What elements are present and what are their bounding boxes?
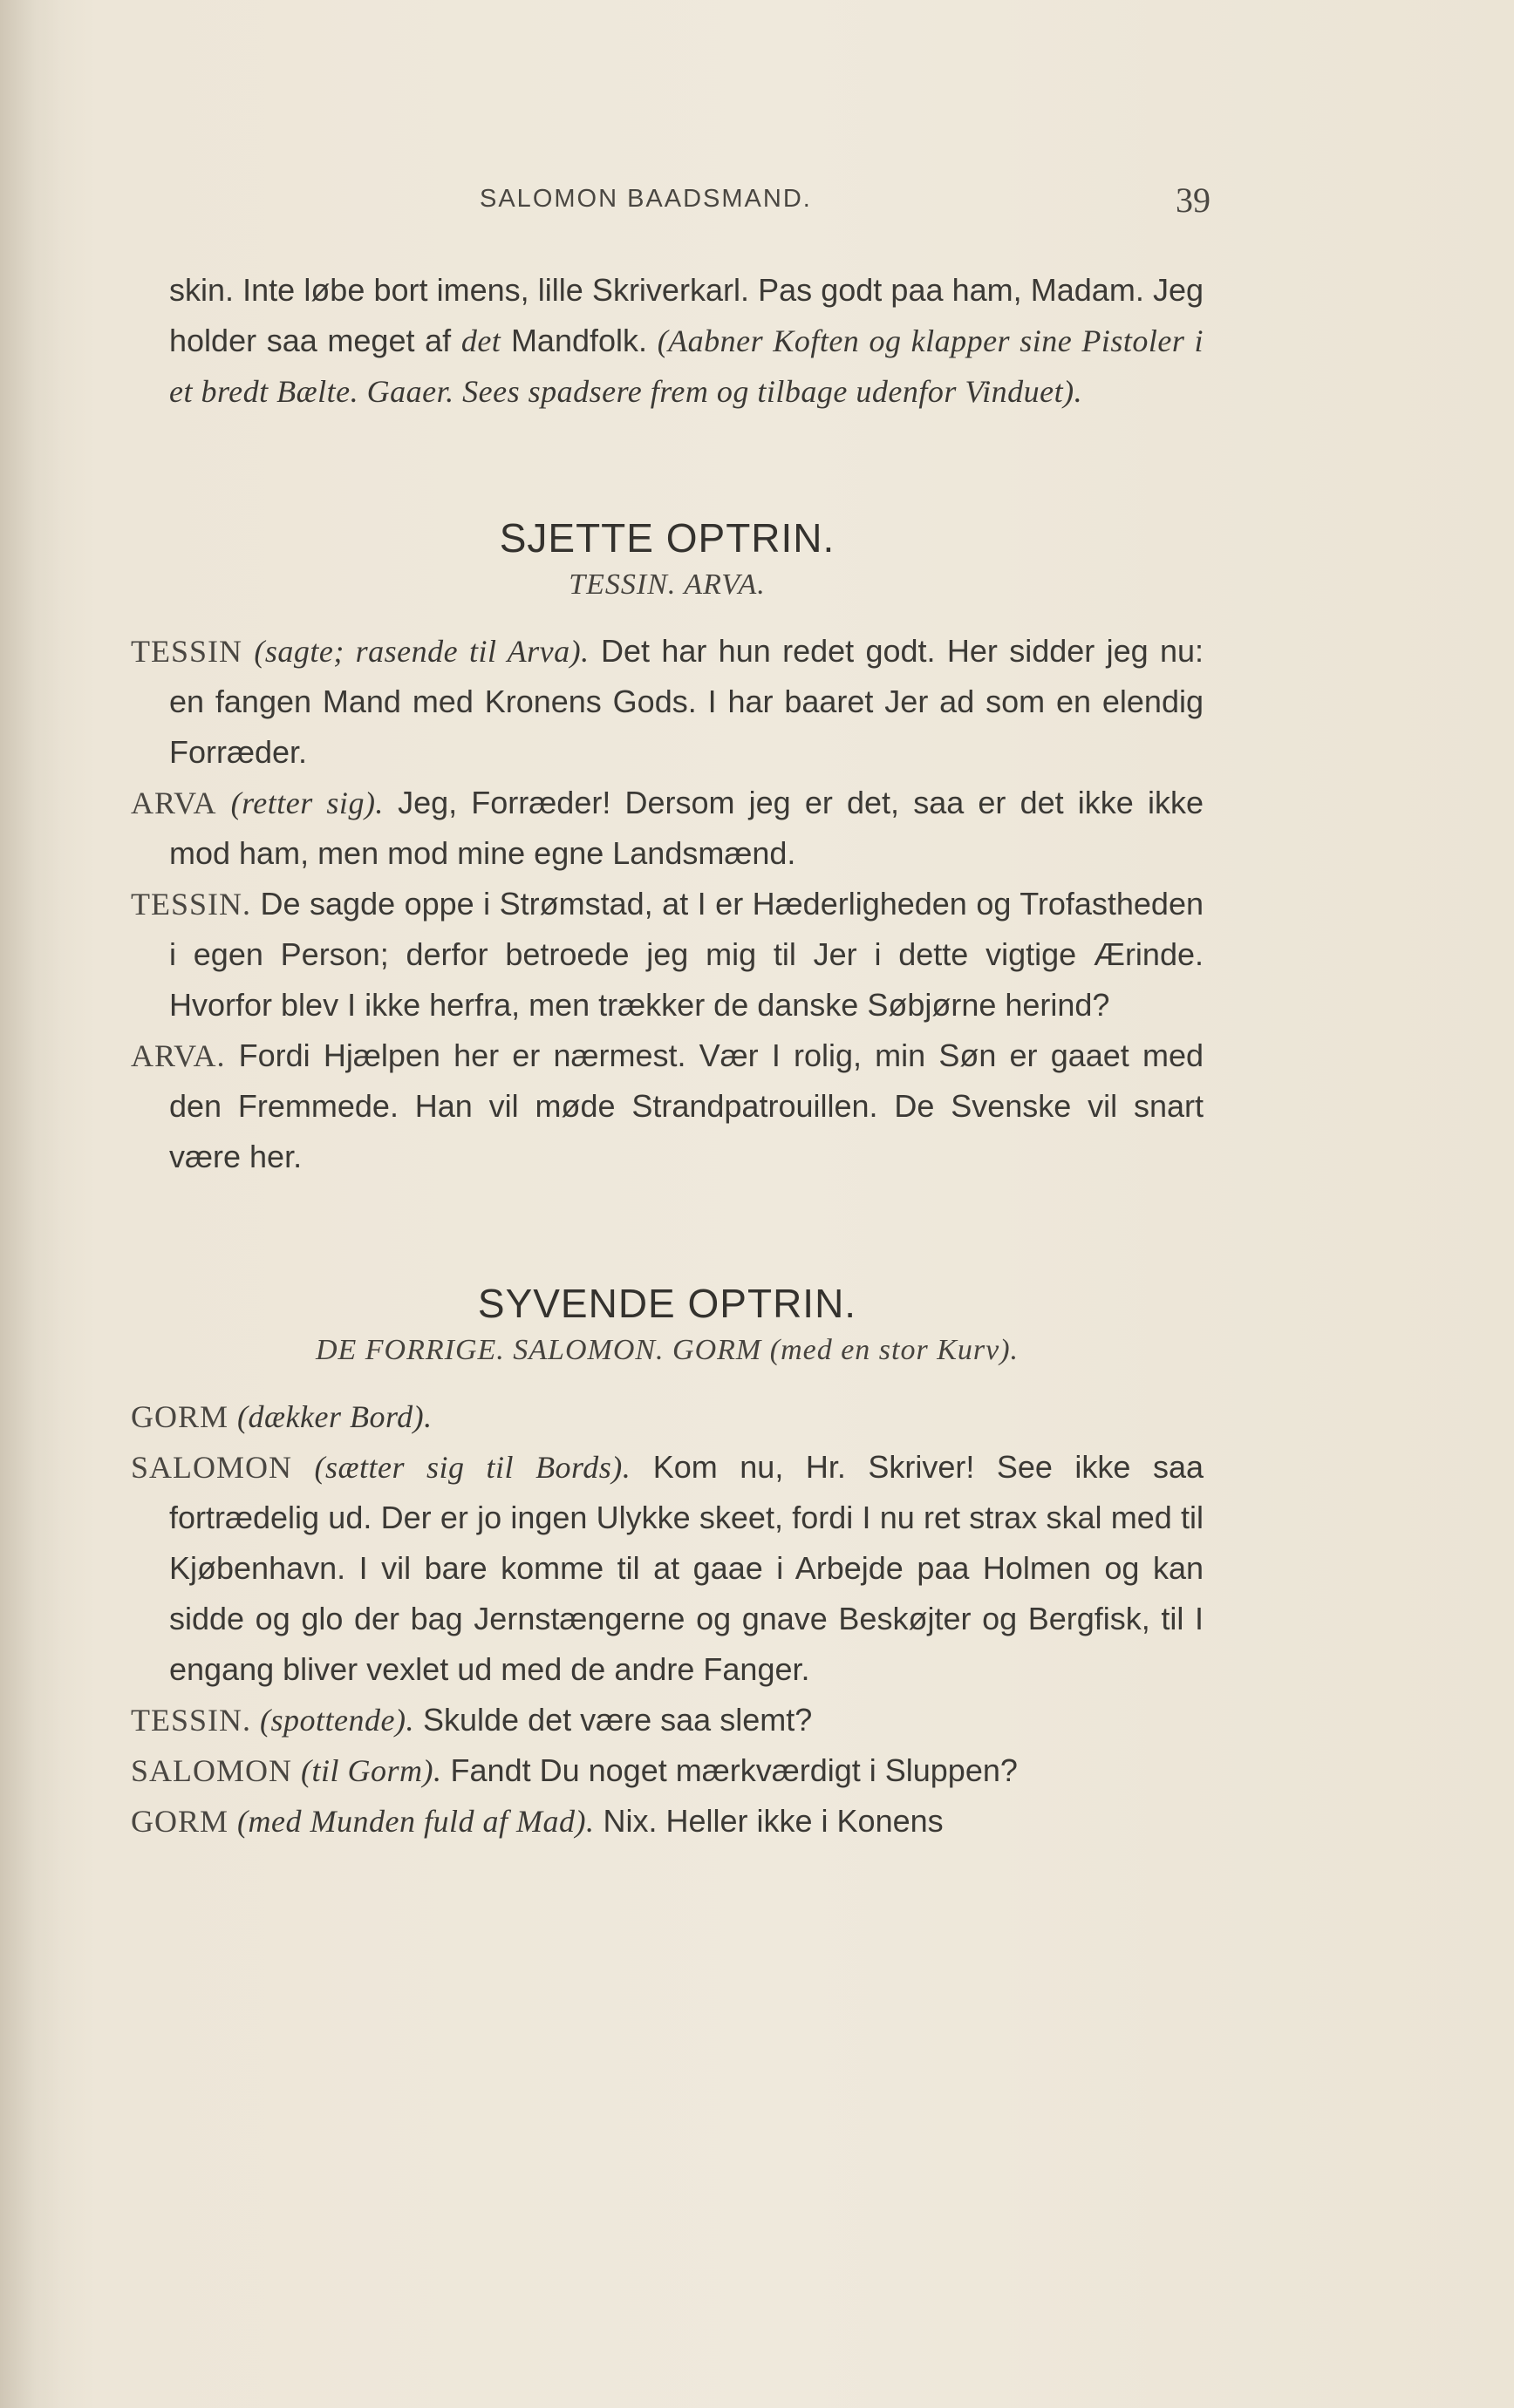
speaker-name: TESSIN bbox=[131, 634, 243, 669]
stage-direction: (retter sig). bbox=[230, 786, 384, 820]
dialogue-line bbox=[131, 778, 1204, 879]
stage-direction: (med Munden fuld af Mad). bbox=[237, 1804, 595, 1839]
dialogue-line bbox=[131, 1442, 1204, 1695]
line-text: Fordi Hjælpen her er nærmest. Vær I rolig, min Søn er gaaet med den Fremmede. Han vil møde Strandpatrouillen. De Svenske vil snart være her. bbox=[169, 1037, 1204, 1174]
stage-direction: (dækker Bord). bbox=[237, 1399, 433, 1434]
dialogue-line bbox=[131, 879, 1204, 1031]
speaker-name: SALOMON bbox=[131, 1753, 293, 1788]
line-text: De sagde oppe i Strømstad, at I er Hæderligheden og Trofastheden i egen Person; derfor betroede jeg mig til Jer i dette vigtige Ærinde. Hvorfor blev I ikke herfra, men trækker de danske Søbjørne herind? bbox=[169, 886, 1204, 1023]
speaker-name: SALOMON bbox=[131, 1450, 293, 1485]
speaker-name: GORM bbox=[131, 1399, 229, 1434]
speaker-name: ARVA. bbox=[131, 1038, 226, 1073]
scene-6-heading: SJETTE OPTRIN. bbox=[499, 515, 835, 561]
opening-text: skin. Inte løbe bort imens, lille Skriverkarl. Pas godt paa ham, Madam. Jeg holder saa meget af bbox=[169, 272, 1204, 358]
opening-emphasis: det bbox=[460, 323, 501, 358]
opening-paragraph bbox=[131, 265, 1204, 417]
line-text: Det har hun redet godt. Her sidder jeg nu: en fangen Mand med Kronens Gods. I har baaret Jer ad som en elendig Forræder. bbox=[169, 633, 1204, 770]
line-text: Fandt Du noget mærkværdigt i Sluppen? bbox=[450, 1752, 1018, 1788]
dialogue-line bbox=[131, 1745, 1204, 1796]
page-number: 39 bbox=[1176, 180, 1211, 220]
line-text: Skulde det være saa slemt? bbox=[423, 1702, 813, 1738]
dialogue-line bbox=[131, 1391, 1204, 1442]
speaker-name: ARVA bbox=[131, 786, 217, 820]
page-header bbox=[131, 174, 1211, 227]
speaker-name: TESSIN. bbox=[131, 887, 252, 922]
speaker-name: GORM bbox=[131, 1804, 229, 1839]
line-text: Nix. Heller ikke i Konens bbox=[603, 1803, 944, 1839]
speaker-name: TESSIN. bbox=[131, 1703, 252, 1738]
dialogue-line bbox=[131, 1796, 1204, 1847]
dialogue-line bbox=[131, 1695, 1204, 1745]
stage-direction: (sagte; rasende til Arva). bbox=[254, 634, 590, 669]
stage-direction: (spottende). bbox=[260, 1703, 414, 1738]
dialogue-line bbox=[131, 1031, 1204, 1182]
dialogue-line bbox=[131, 626, 1204, 778]
scene-7-heading: SYVENDE OPTRIN. bbox=[477, 1281, 857, 1326]
line-text: Kom nu, Hr. Skriver! See ikke saa fortrædelig ud. Der er jo ingen Ulykke skeet, fordi I nu ret strax skal med til Kjøbenhavn. I vil bare komme til at gaae i Arbejde paa Holmen og kan sidde og glo der bag Jernstængerne og gnave Beskøjter og Bergfisk, til I engang bliver vexlet ud med de andre Fanger. bbox=[169, 1449, 1204, 1687]
opening-text-2: Mandfolk. bbox=[501, 323, 658, 358]
book-gutter bbox=[0, 0, 61, 2408]
line-text: Jeg, Forræder! Dersom jeg er det, saa er det ikke ikke mod ham, men mod mine egne Landsmænd. bbox=[169, 785, 1204, 871]
page-body bbox=[131, 174, 1211, 1847]
scene-7-characters: DE FORRIGE. SALOMON. GORM (med en stor Kurv). bbox=[315, 1334, 1020, 1366]
scene-6-characters: TESSIN. ARVA. bbox=[569, 568, 766, 601]
opening-stage-direction: (Aabner Koften og klapper sine Pistoler i et bredt Bælte. Gaaer. Sees spadsere frem og tilbage udenfor Vinduet). bbox=[169, 323, 1204, 409]
stage-direction: (til Gorm). bbox=[301, 1753, 442, 1788]
stage-direction: (sætter sig til Bords). bbox=[314, 1450, 631, 1485]
running-title: SALOMON BAADSMAND. bbox=[480, 185, 812, 213]
